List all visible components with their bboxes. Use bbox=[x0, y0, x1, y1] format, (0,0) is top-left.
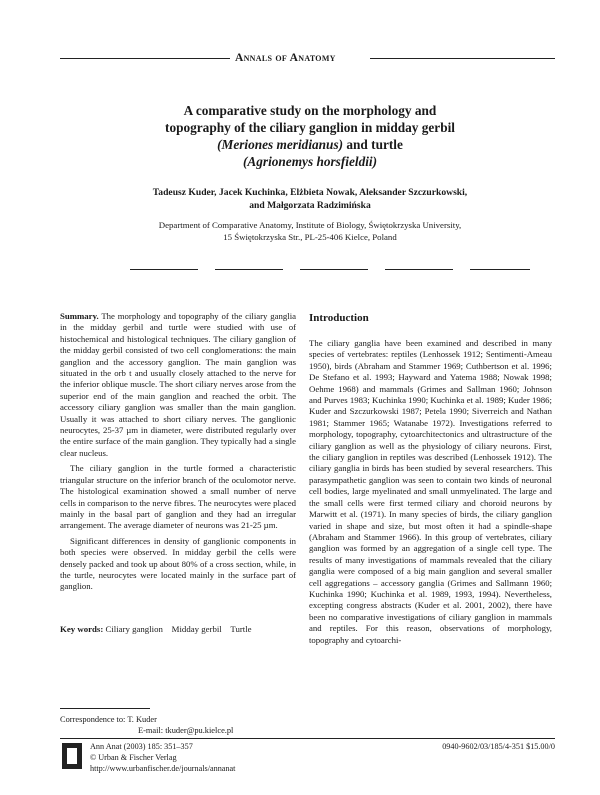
title-and: and turtle bbox=[346, 137, 403, 152]
journal-name: Annals of Anatomy bbox=[235, 52, 336, 64]
title-line-3 bbox=[140, 136, 480, 153]
authors-line-2: and Małgorzata Radzimińska bbox=[249, 200, 371, 211]
footer-rule bbox=[60, 738, 555, 739]
separator-4 bbox=[385, 269, 453, 270]
title-line-2: topography of the ciliary ganglion in midday gerbil bbox=[165, 120, 455, 135]
summary-paragraph-3: Significant differences in density of ganglionic components in both species were observed. In midday gerbil the cells were densely packed and took up about 80% of a cross section, while, in the turtle, neurocytes were located mainly in the surface part of ganglion. bbox=[60, 535, 296, 592]
introduction-heading: Introduction bbox=[309, 312, 369, 324]
affiliation-line-2: 15 Świętokrzyska Str., PL-25-406 Kielce, Poland bbox=[223, 231, 397, 242]
footer-url[interactable]: http://www.urbanfischer.de/journals/annanat bbox=[90, 764, 236, 773]
footer-issn: 0940-9602/03/185/4-351 $15.00/0 bbox=[442, 742, 555, 751]
summary-section bbox=[60, 311, 296, 597]
authors bbox=[150, 186, 470, 212]
correspondence bbox=[60, 714, 296, 736]
summary-label: Summary. bbox=[60, 311, 99, 321]
keywords-items: Ciliary ganglion Midday gerbil Turtle bbox=[105, 624, 252, 634]
correspondence-email: E-mail: tkuder@pu.kielce.pl bbox=[138, 726, 234, 735]
species-1: (Meriones meridianus) bbox=[217, 137, 344, 152]
separator-3 bbox=[300, 269, 368, 270]
keywords bbox=[60, 624, 296, 634]
summary-paragraph-2: The ciliary ganglion in the turtle formed a characteristic triangular structure on the inferior branch of the oculomotor nerve. The histological examination showed a small number of nerve cells in comparison to the nerve fibres. The neurocytes were placed mainly in the basal part of ganglion and they had an irregular arrangement. The average diameter of neurons was 21-25 µm. bbox=[60, 463, 296, 531]
affiliation-line-1: Department of Comparative Anatomy, Institute of Biology, Świętokrzyska University, bbox=[158, 220, 462, 230]
title-line-4 bbox=[140, 153, 480, 170]
keywords-label: Key words: bbox=[60, 624, 104, 634]
affiliation bbox=[140, 220, 480, 243]
header-rule-left bbox=[60, 58, 230, 59]
footer-citation: Ann Anat (2003) 185: 351–357 bbox=[90, 742, 193, 751]
authors-line-1: Tadeusz Kuder, Jacek Kuchinka, Elżbieta Nowak, Aleksander Szczurkowski, bbox=[152, 187, 468, 198]
introduction-paragraph-1: The ciliary ganglia have been examined and described in many species of vertebrates: reptiles (Lenhossek 1912; Sentimenti-Ameau 1950), birds (Abraham and Stammer 1969; Cuthbertson et al. 1996; De Stefano et al. 1993; Hayward and Yatema 1988; Nowak 1998; Oehme 1968) and mammals (Grimes and Sallman 1960; Johnson and Purves 1983; Kuchinka 1990; Kuchinka et al. 1989; Kuder 1986; Kuder and Szczurkowski 1987; Petela 1990; Siverreich and Nathan 1981; Stammer 1965; Watanabe 1972). Investigations referred to morphology, topography, cytoarchitectonics and ultrastructure of the ciliary ganglion as well as the physiology of ciliary neurons. First, the ciliary ganglion in reptiles was described (Lenhossek 1912). The ciliary ganglia in birds has been studied by several researchers. This parasympathetic ganglion was seen to contain two kinds of neuronal cell bodies, large myelinated and small unmyelinated. The large and the small cells were first termed ciliary and choroid neurons by Marwitt et al. (1971). In many species of birds, the ciliary ganglion varied in shape and size, but most often it had a spindle-shape (Abraham and Stammer 1966). In this group of vertebrates, ciliary ganglion was formed by an aggregation of a single cell type. The results of many investigations of mammals revealed that the ciliary ganglia were composed of a big main ganglion and several smaller cell aggregations – accessory ganglia (Grimes and Sallmann 1960; Kuchinka 1990; Kuchinka et al. 1989, 1993, 1994). Nevertheless, excepting congress abstracts (Kuder et al. 2001, 2002), there have been no comparative investigations of ciliary ganglion in mammals and reptiles. For this reason, observations of morphology, topography and cytoarchi- bbox=[309, 338, 552, 645]
summary-paragraph-1 bbox=[60, 311, 296, 459]
footnote-rule bbox=[60, 708, 150, 709]
correspondence-line bbox=[60, 714, 296, 725]
footer-publisher: © Urban & Fischer Verlag bbox=[90, 753, 177, 762]
separator-5 bbox=[470, 269, 530, 270]
header-rule-right bbox=[370, 58, 555, 59]
title-line-1: A comparative study on the morphology and bbox=[183, 103, 437, 118]
correspondence-name: T. Kuder bbox=[127, 715, 157, 724]
species-2: (Agrionemys horsfieldii) bbox=[242, 154, 378, 169]
publisher-logo bbox=[62, 743, 82, 769]
introduction-section bbox=[309, 338, 552, 650]
separator-1 bbox=[130, 269, 198, 270]
separator-2 bbox=[215, 269, 283, 270]
correspondence-label: Correspondence to: bbox=[60, 715, 126, 724]
summary-text-1: The morphology and topography of the ciliary ganglia in the midday gerbil and turtle were studied with use of histochemical and histological techniques. The ciliary ganglion of the midday gerbil consisted of two cell conglomerations: the main ganglion and the accessory ganglion. The main ganglion was situated in the orb t and usually closely attached to the nerve for the inferior oblique muscle. The short ciliary nerves arose from the superior end of the main ganglion and reached the orbit. The accessory ciliary ganglion was smaller than the main ganglion. Usually it was attached to short ciliary nerves. The ganglionic neurocytes, 25-37 µm in diameter, were distributed regularly over the entire surface of the main ganglion. They typically had a single clear nucleus. bbox=[60, 311, 297, 458]
paper-title bbox=[140, 102, 480, 170]
